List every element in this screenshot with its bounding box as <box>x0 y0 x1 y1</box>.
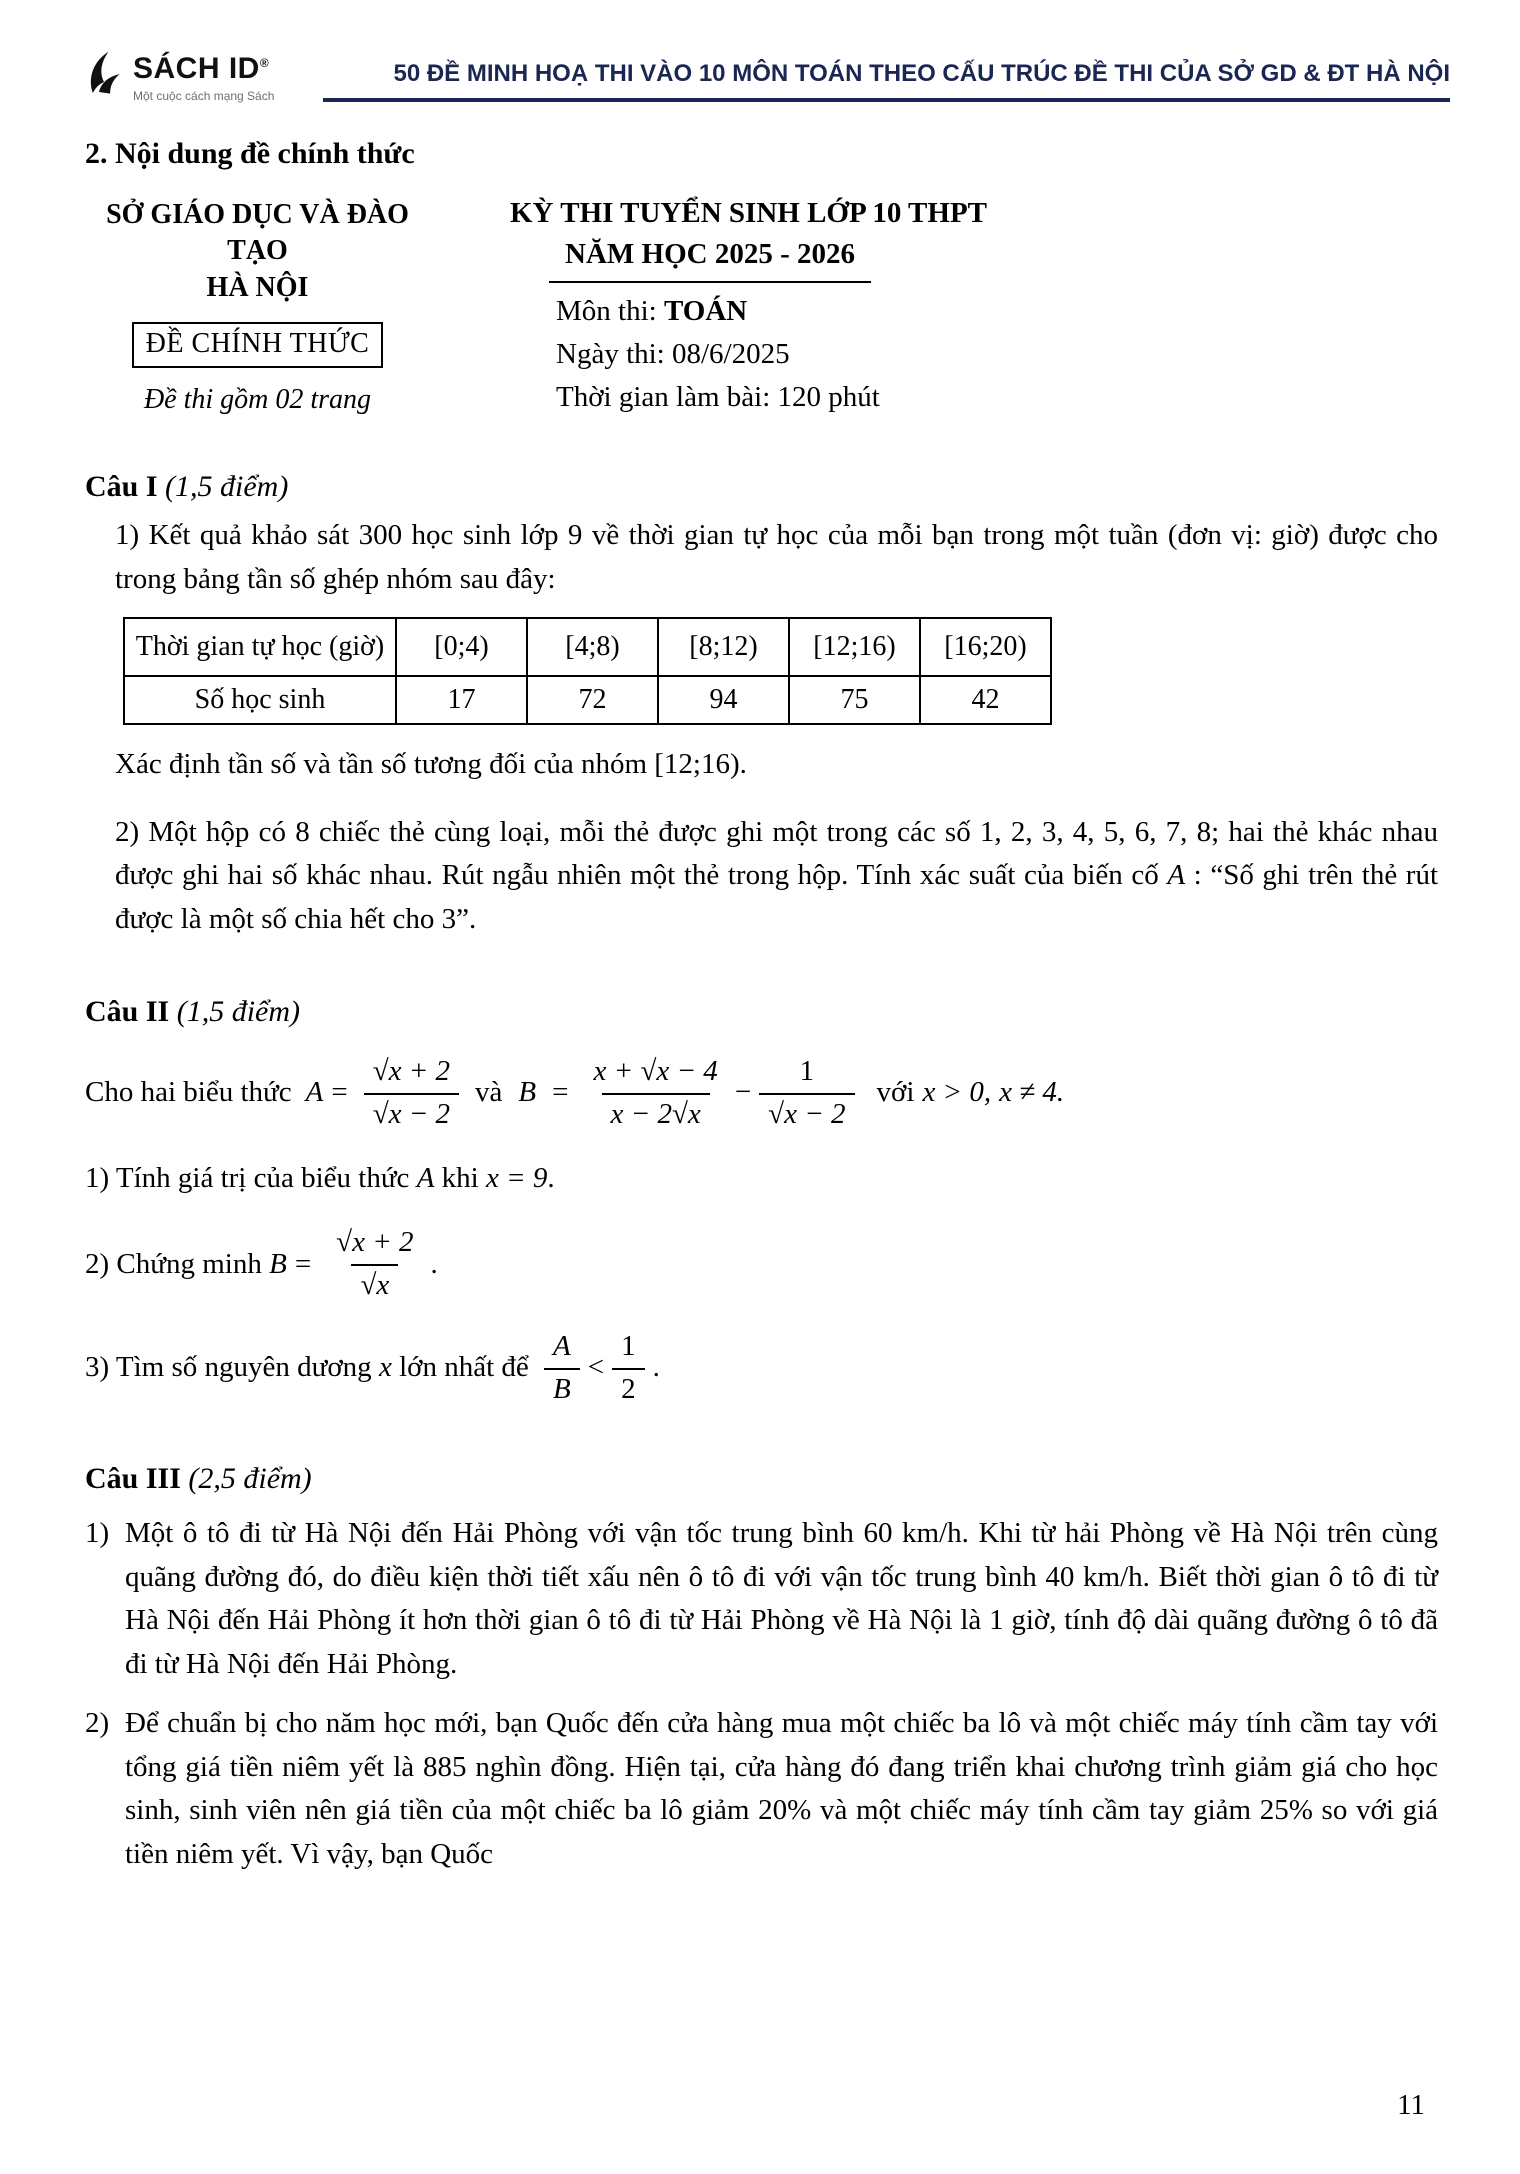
fraction-AB-denominator: B <box>544 1368 580 1408</box>
fraction-B2 <box>759 1053 854 1133</box>
exam-date: Ngày thi: 08/6/2025 <box>556 338 790 370</box>
variable-A: A <box>305 1076 324 1109</box>
question-2-expressions <box>85 1053 1438 1133</box>
and-word: và <box>475 1076 503 1109</box>
interval-cell: [16;20) <box>920 618 1051 676</box>
fraction-A-over-B <box>544 1328 580 1408</box>
question-2-item-1 <box>85 1157 1438 1201</box>
sachid-logo <box>85 50 323 103</box>
equals-sign: = <box>552 1076 569 1109</box>
question-1-item-2-quote: : “Số ghi trên thẻ rút được là một số chia hết cho 3”. <box>115 859 1438 935</box>
fraction-B-result-numerator: √x + 2 <box>336 1226 414 1259</box>
department-line1: SỞ GIÁO DỤC VÀ ĐÀO TẠO <box>106 199 409 267</box>
fraction-half-numerator: 1 <box>621 1330 636 1363</box>
logo-text-block <box>133 50 274 103</box>
exam-title: KỲ THI TUYỂN SINH LỚP 10 THPT <box>510 197 988 229</box>
logo-title-text: SÁCH ID <box>133 52 260 85</box>
subject-value: TOÁN <box>663 295 748 327</box>
fraction-B1-denominator: x − 2√x <box>602 1093 710 1133</box>
item-text: Một ô tô đi từ Hà Nội đến Hải Phòng với vận tốc trung bình 60 km/h. Khi từ hải Phòng về Hà Nội trên cùng quãng đường đó, do điều kiện thời tiết xấu nên ô tô đi với vận tốc trung bình 40 km/h. Biết thời gian ô tô đi từ Hà Nội đến Hải Phòng ít hơn thời gian ô tô đi từ Hải Phòng về Hà Nội là 1 giờ, tính độ dài quãng đường ô tô đã đi từ Hà Nội đến Hải Phòng. <box>125 1517 1438 1680</box>
question-1-title: Câu I <box>85 470 158 504</box>
exam-header-right <box>510 197 988 416</box>
header-rule <box>323 60 1450 102</box>
question-1-item-2-text: 2) Một hộp có 8 chiếc thẻ cùng loại, mỗi thẻ được ghi một trong các số 1, 2, 3, 4, 5, 6, 7, 8; hai thẻ khác nhau được ghi hai số khác nhau. Rút ngẫu nhiên một thẻ trong hộp. Tính xác suất của biến cố <box>115 815 1438 892</box>
frequency-table <box>123 617 1052 725</box>
table-row-intervals <box>124 618 1051 676</box>
condition-word: với <box>876 1076 915 1109</box>
variable-B: B <box>269 1247 287 1280</box>
period: . <box>652 1351 660 1384</box>
count-cell: 94 <box>658 676 789 724</box>
condition-2: x ≠ 4. <box>999 1076 1065 1109</box>
q2-item3-mid: lớn nhất để <box>391 1351 537 1384</box>
count-cell: 72 <box>527 676 658 724</box>
item-number: 2) <box>85 1707 110 1740</box>
fraction-half-denominator: 2 <box>612 1368 645 1408</box>
question-2-item-2 <box>85 1224 1438 1304</box>
interval-cell: [8;12) <box>658 618 789 676</box>
count-cell: 75 <box>789 676 920 724</box>
page-count-note: Đề thi gồm 02 trang <box>143 384 372 416</box>
equals-sign: = <box>331 1076 348 1109</box>
interval-cell: [4;8) <box>527 618 658 676</box>
interval-cell: [0;4) <box>396 618 527 676</box>
item-number: 1) <box>85 1517 110 1550</box>
fraction-B2-numerator: 1 <box>799 1055 815 1088</box>
expressions-intro: Cho hai biểu thức <box>85 1076 292 1109</box>
x-equals-9: x = 9 <box>485 1161 548 1194</box>
question-2-item-3 <box>85 1328 1438 1408</box>
fraction-A <box>364 1053 459 1133</box>
q2-item2-pre: 2) Chứng minh <box>85 1247 270 1280</box>
question-2-title: Câu II <box>85 995 170 1029</box>
table-header-cell: Số học sinh <box>124 676 396 724</box>
subject-label: Môn thi: <box>556 295 664 327</box>
registered-mark: ® <box>259 56 270 70</box>
exam-header <box>85 197 1438 416</box>
equals-sign: = <box>294 1247 312 1280</box>
fraction-A-denominator: √x − 2 <box>364 1093 459 1133</box>
logo-tagline: Một cuộc cách mạng Sách <box>133 89 275 103</box>
header-banner-text: 50 ĐỀ MINH HOẠ THI VÀO 10 MÔN TOÁN THEO CẤU TRÚC ĐỀ THI CỦA SỞ GD & ĐT HÀ NỘI <box>393 60 1450 87</box>
question-3-item-2 <box>85 1702 1438 1876</box>
q2-item1-pre: 1) Tính giá trị của biểu thức <box>85 1161 417 1194</box>
table-header-cell: Thời gian tự học (giờ) <box>124 618 396 676</box>
question-1-points: (1,5 điểm) <box>165 470 289 504</box>
count-cell: 17 <box>396 676 527 724</box>
period: . <box>430 1247 438 1280</box>
question-1-item-2 <box>115 811 1438 942</box>
question-2-points: (1,5 điểm) <box>176 995 300 1029</box>
subject-line <box>556 295 910 328</box>
fraction-B1-numerator: x + √x − 4 <box>593 1055 718 1088</box>
fraction-AB-numerator: A <box>553 1330 571 1363</box>
question-3-heading <box>85 1462 1438 1496</box>
variable-A: A <box>416 1161 435 1194</box>
minus-sign: − <box>734 1076 752 1109</box>
table-row-counts <box>124 676 1051 724</box>
page-content <box>85 137 1438 1876</box>
question-2-heading <box>85 995 1438 1029</box>
fraction-B2-denominator: √x − 2 <box>759 1093 854 1133</box>
q2-item1-end: . <box>547 1161 555 1194</box>
school-year: NĂM HỌC 2025 - 2026 <box>549 238 871 283</box>
count-cell: 42 <box>920 676 1051 724</box>
sachid-logo-icon <box>85 50 123 96</box>
official-exam-box: ĐỀ CHÍNH THỨC <box>132 322 384 368</box>
fraction-B1 <box>585 1053 727 1133</box>
department-line2: HÀ NỘI <box>206 271 309 303</box>
question-3-title: Câu III <box>85 1462 181 1496</box>
question-3-item-1 <box>85 1512 1438 1686</box>
fraction-B-result-denominator: √x <box>351 1264 398 1304</box>
page-number: 11 <box>1397 2089 1425 2121</box>
fraction-B-result <box>327 1224 422 1304</box>
q2-item3-pre: 3) Tìm số nguyên dương <box>85 1351 379 1384</box>
fraction-one-half <box>612 1328 645 1408</box>
q2-item1-mid: khi <box>434 1161 486 1194</box>
exam-header-left <box>85 197 430 416</box>
variable-B: B <box>518 1076 537 1109</box>
fraction-A-numerator: √x + 2 <box>372 1055 451 1088</box>
logo-title <box>133 52 274 86</box>
variable-x: x <box>378 1351 392 1384</box>
question-1-heading <box>85 470 1438 504</box>
interval-cell: [12;16) <box>789 618 920 676</box>
question-1-item-1: 1) Kết quả khảo sát 300 học sinh lớp 9 về thời gian tự học của mỗi bạn trong một tuần (đơn vị: giờ) được cho trong bảng tần số ghép nhóm sau đây: <box>115 519 1438 595</box>
item-text: Để chuẩn bị cho năm học mới, bạn Quốc đến cửa hàng mua một chiếc ba lô và một chiếc máy tính cầm tay với tổng giá tiền niêm yết là 885 nghìn đồng. Hiện tại, cửa hàng đó đang triển khai chương trình giảm giá cho học sinh, sinh viên nên giá tiền của một chiếc ba lô giảm 20% và một chiếc máy tính cầm tay giảm 25% so với giá tiền niêm yết. Vì vậy, bạn Quốc <box>125 1707 1438 1870</box>
condition-1: x > 0, <box>922 1076 992 1109</box>
event-variable: A <box>1167 859 1186 892</box>
exam-duration: Thời gian làm bài: 120 phút <box>556 381 880 413</box>
page-header <box>0 0 1520 103</box>
exam-info <box>556 295 910 414</box>
question-1-task: Xác định tần số và tần số tương đối của nhóm [12;16). <box>115 748 747 781</box>
question-3-points: (2,5 điểm) <box>188 1462 312 1496</box>
section-title: 2. Nội dung đề chính thức <box>85 137 415 170</box>
less-than-sign: < <box>587 1351 605 1384</box>
